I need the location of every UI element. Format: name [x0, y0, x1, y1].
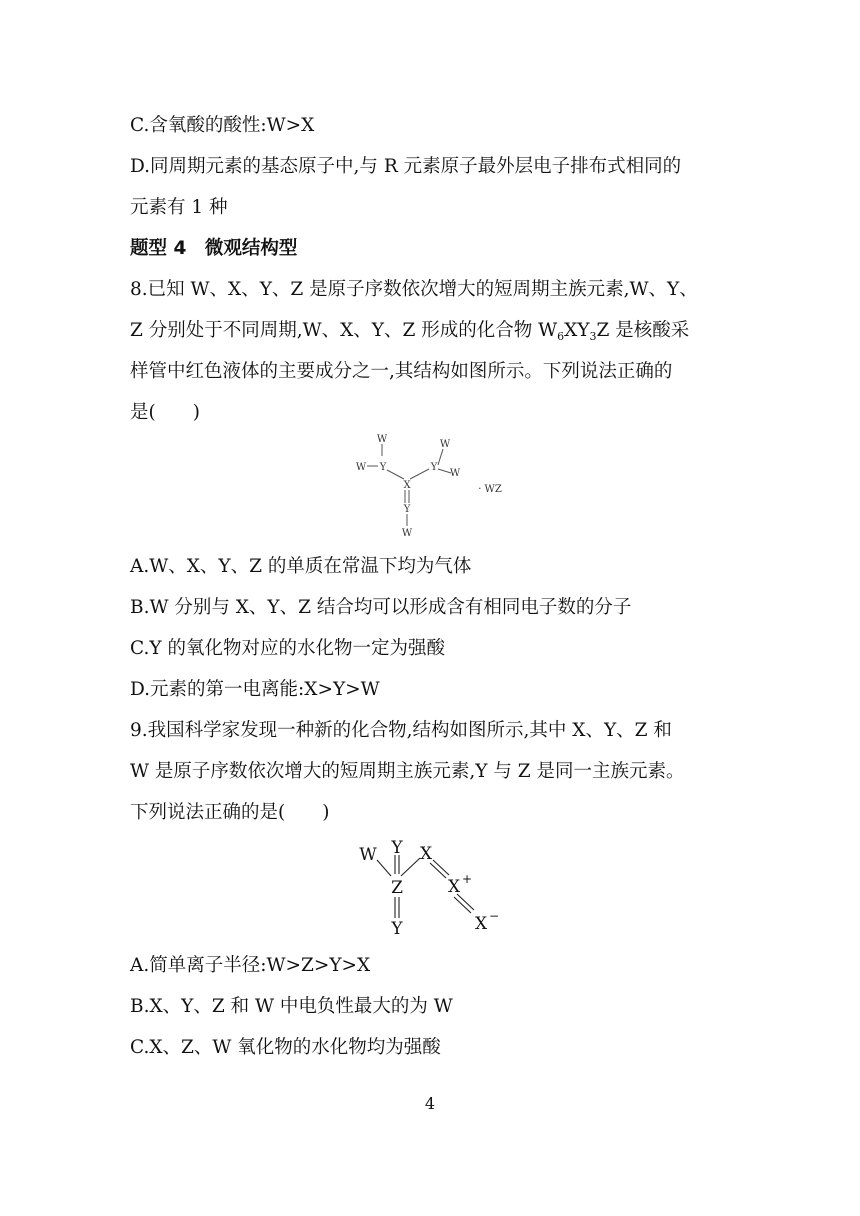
- q8-salt-label: · WZ: [478, 484, 502, 495]
- q8-line1: 8.已知 W、X、Y、Z 是原子序数依次增大的短周期主族元素,W、Y、: [130, 279, 698, 300]
- q8-atom-w-left: W: [355, 462, 367, 473]
- q9-structure-figure: [350, 836, 520, 944]
- q9-atom-x-minus: X: [474, 914, 488, 934]
- q8-line3: 样管中红色液体的主要成分之一,其结构如图所示。下列说法正确的: [130, 361, 673, 382]
- q8-atom-y-left: Y: [379, 462, 387, 473]
- page-number: 4: [424, 1094, 436, 1113]
- prev-option-d-line1: D.同周期元素的基态原子中,与 R 元素原子最外层电子排布式相同的: [130, 156, 682, 177]
- q9-plus-charge: +: [461, 872, 473, 886]
- q8-line2-a: Z 分别处于不同周期,W、X、Y、Z 形成的化合物 W: [130, 320, 558, 341]
- q8-line4: 是( ): [130, 402, 200, 423]
- q8-atom-x: X: [403, 480, 411, 491]
- q8-option-d: D.元素的第一电离能:X>Y>W: [130, 679, 380, 700]
- q9-atom-y-top: Y: [391, 838, 403, 858]
- q8-atom-w-right: W: [449, 468, 461, 479]
- q8-atom-y-bottom: Y: [403, 504, 411, 515]
- q9-atom-w: W: [359, 845, 377, 865]
- q9-atom-z: Z: [391, 878, 403, 898]
- prev-option-c: C.含氧酸的酸性:W>X: [130, 115, 315, 136]
- q9-atom-y-bottom: Y: [391, 919, 403, 939]
- q8-atom-w-top: W: [376, 434, 388, 445]
- q9-atom-x-top: X: [419, 844, 433, 864]
- q8-sub-3: 3: [589, 330, 597, 343]
- q8-atom-y-right: Y: [430, 462, 438, 473]
- q8-option-b: B.W 分别与 X、Y、Z 结合均可以形成含有相同电子数的分子: [130, 597, 632, 618]
- q8-structure-figure: [345, 432, 515, 542]
- q8-atom-w-upper-right: W: [439, 439, 451, 450]
- q8-sub-6: 6: [557, 330, 565, 343]
- q8-line2-c: Z 是核酸采: [596, 320, 690, 341]
- q9-option-c: C.X、Z、W 氧化物的水化物均为强酸: [130, 1037, 441, 1058]
- q9-option-b: B.X、Y、Z 和 W 中电负性最大的为 W: [130, 996, 453, 1017]
- q9-option-a: A.简单离子半径:W>Z>Y>X: [130, 955, 371, 976]
- q8-line2-b: XY: [564, 320, 590, 341]
- q9-minus-charge: −: [488, 909, 500, 923]
- prev-option-d-line2: 元素有 1 种: [130, 197, 228, 218]
- q9-line3: 下列说法正确的是( ): [130, 802, 330, 823]
- q9-line2: W 是原子序数依次增大的短周期主族元素,Y 与 Z 是同一主族元素。: [130, 761, 685, 782]
- q9-atom-x-plus: X: [447, 877, 461, 897]
- section-heading: 题型 4 微观结构型: [130, 238, 298, 259]
- q8-atom-w-bottom: W: [401, 528, 413, 539]
- q8-option-a: A.W、X、Y、Z 的单质在常温下均为气体: [130, 556, 472, 577]
- q8-line2: [130, 319, 689, 349]
- q9-line1: 9.我国科学家发现一种新的化合物,结构如图所示,其中 X、Y、Z 和: [130, 720, 672, 741]
- q8-option-c: C.Y 的氧化物对应的水化物一定为强酸: [130, 638, 445, 659]
